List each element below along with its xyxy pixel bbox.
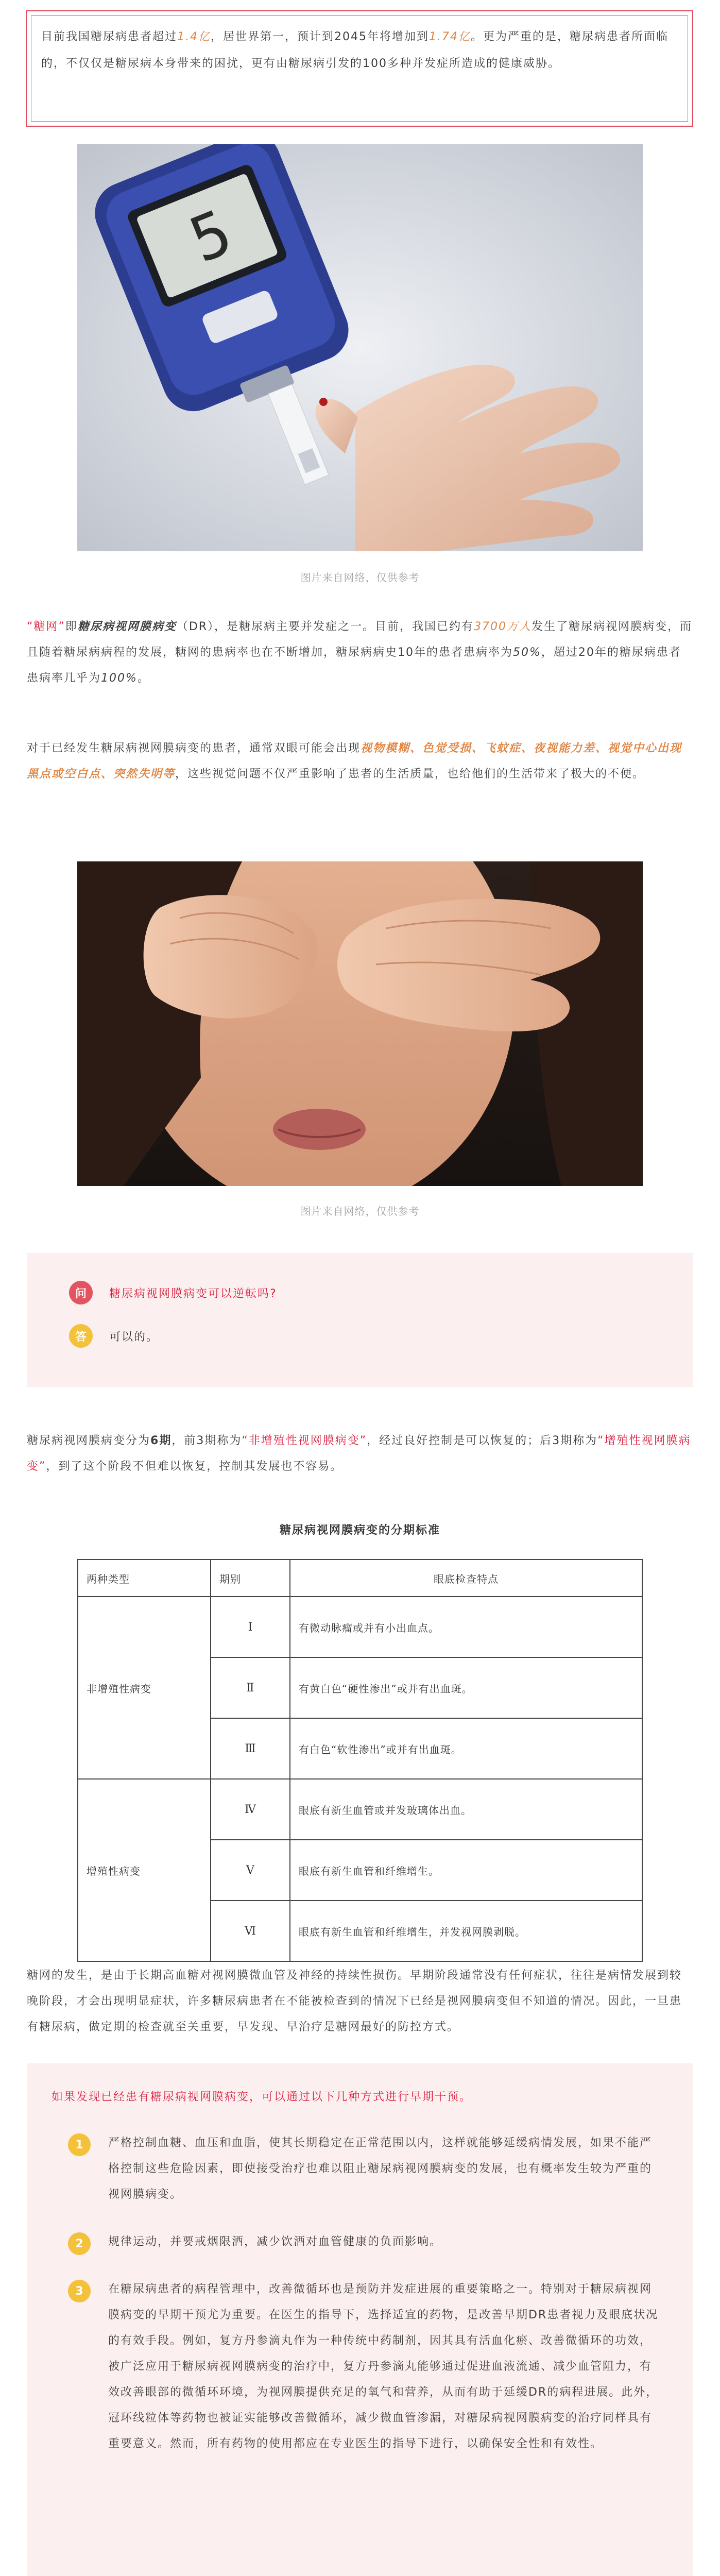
dr-intro-text-3: 发生了糖尿病视网膜病变，而且随着糖尿病病程的发展，糖网的患病率也在不断增加，糖尿病病史10年的患者患病率为 xyxy=(27,620,693,659)
advice-number-badge: 3 xyxy=(68,2280,91,2302)
table-cell-type: 增殖性病变 xyxy=(78,1779,211,1961)
answer-badge: 答 xyxy=(69,1324,93,1348)
intro-text-2: ，居世界第一，预计到2045年将增加到 xyxy=(211,30,430,43)
table-cell-stage: Ⅰ xyxy=(211,1597,290,1657)
table-cell-stage: Ⅱ xyxy=(211,1657,290,1718)
symptoms-paragraph xyxy=(27,736,693,787)
question-badge: 问 xyxy=(69,1281,93,1304)
advice-item xyxy=(68,2229,660,2255)
stages-text-4: ，到了这个阶段不但难以恢复，控制其发展也不容易。 xyxy=(46,1460,343,1473)
qa-box xyxy=(27,1253,693,1387)
advice-text: 严格控制血糖、血压和血脂，使其长期稳定在正常范围以内，这样就能够延缓病情发展，如果不能严格控制这些危险因素，即使接受治疗也难以阻止糖尿病视网膜病变的发展，也有概率发生较为严重的视网膜病变。 xyxy=(108,2137,653,2201)
qa-question-row xyxy=(69,1281,277,1304)
advice-number-badge: 2 xyxy=(68,2232,91,2255)
intro-paragraph xyxy=(41,24,680,77)
glucose-meter-image xyxy=(77,144,643,551)
advice-item xyxy=(68,2130,660,2208)
image-caption-1: 图片来自网络，仅供参考 xyxy=(300,571,420,584)
proliferative-term: “增殖性视网膜病变” xyxy=(27,1434,691,1473)
table-cell-stage: Ⅲ xyxy=(211,1718,290,1779)
table-row xyxy=(78,1597,642,1657)
symptoms-text-1: 对于已经发生糖尿病视网膜病变的患者，通常双眼可能会出现 xyxy=(27,742,361,755)
dr-rate-10-years: 50% xyxy=(513,646,541,659)
onset-paragraph: 糖网的发生，是由于长期高血糖对视网膜微血管及神经的持续性损伤。早期阶段通常没有任何症状，往往是病情发展到较晚阶段，才会出现明显症状，许多糖尿病患者在不能被检查到的情况下已经是视网膜病变但不知道的情况。因此，一旦患有糖尿病，做定期的检查就至关重要，早发现、早治疗是糖网最好的防控方式。 xyxy=(27,1969,682,2033)
stages-paragraph xyxy=(27,1428,693,1480)
intro-box xyxy=(26,10,693,127)
image-caption-2: 图片来自网络，仅供参考 xyxy=(300,1205,420,1217)
non-proliferative-term: “非增殖性视网膜病变” xyxy=(242,1434,367,1447)
table-row xyxy=(78,1779,642,1840)
table-cell-feature: 眼底有新生血管和纤维增生。 xyxy=(290,1840,642,1901)
dr-intro-text-2: （DR），是糖尿病主要并发症之一。目前，我国已约有 xyxy=(176,620,474,633)
table-cell-feature: 有黄白色“硬性渗出”或并有出血斑。 xyxy=(290,1657,642,1718)
qa-answer-text: 可以的。 xyxy=(109,1330,159,1344)
dr-intro-text-5: 。 xyxy=(137,672,150,685)
svg-text:5: 5 xyxy=(180,196,242,277)
stages-text-1: 糖尿病视网膜病变分为 xyxy=(27,1434,151,1447)
symptoms-highlight: 视物模糊、色觉受损、飞蚊症、夜视能力差、视觉中心出现黑点或空白点、突然失明等 xyxy=(27,742,682,781)
stages-table xyxy=(77,1559,643,1962)
symptoms-text-2: ，这些视觉问题不仅严重影响了患者的生活质量，也给他们的生活带来了极大的不便。 xyxy=(175,768,645,781)
qa-question-text: 糖尿病视网膜病变可以逆転吗? xyxy=(109,1287,277,1300)
stages-text-2: ，前3期称为 xyxy=(172,1434,242,1447)
table-cell-stage: Ⅳ xyxy=(211,1779,290,1840)
advice-box xyxy=(27,2063,693,2576)
dr-intro-text-1: 即 xyxy=(65,620,78,633)
table-cell-stage: Ⅴ xyxy=(211,1840,290,1901)
dr-term-quote: “糖网” xyxy=(27,620,65,633)
dr-intro-text-4: ，超过20年的糖尿病患者患病率几乎为 xyxy=(27,646,681,685)
intro-text-3: 。更为严重的是，糖尿病患者所面临的，不仅仅是糖尿病本身带来的困扰，更有由糖尿病引发的100多种并发症所造成的健康威胁。 xyxy=(41,30,669,70)
intro-number-patients: 1.4亿 xyxy=(177,30,211,43)
table-cell-feature: 眼底有新生血管或并发玻璃体出血。 xyxy=(290,1779,642,1840)
intro-text-1: 目前我国糖尿病患者超过 xyxy=(41,30,178,43)
table-header-type: 两种类型 xyxy=(78,1560,211,1597)
table-cell-feature: 有微动脉瘤或并有小出血点。 xyxy=(290,1597,642,1657)
table-header-feature: 眼底检查特点 xyxy=(290,1560,642,1597)
dr-intro-paragraph xyxy=(27,614,693,691)
table-cell-feature: 有白色“软性渗出”或并有出血斑。 xyxy=(290,1718,642,1779)
dr-patient-count: 3700万人 xyxy=(474,620,532,633)
table-title: 糖尿病视网膜病变的分期标准 xyxy=(279,1524,440,1537)
stages-text-3: ，经过良好控制是可以恢复的；后3期称为 xyxy=(367,1434,598,1447)
advice-number-badge: 1 xyxy=(68,2133,91,2156)
table-header-row xyxy=(78,1560,642,1597)
advice-item xyxy=(68,2277,660,2457)
intro-number-projection: 1.74亿 xyxy=(429,30,471,43)
advice-text: 在糖尿病患者的病程管理中，改善微循环也是预防并发症进展的重要策略之一。特别对于糖尿病视网膜病变的早期干预尤为重要。在医生的指导下，选择适宜的药物，是改善早期DR患者视力及眼底状况的有效手段。例如，复方丹参滴丸作为一种传统中药制剂，因其具有活血化瘀、改善微循环的功效，被广泛应用于糖尿病视网膜病变的治疗中，复方丹参滴丸能够通过促进血液流通、减少血管阻力，有效改善眼部的微循环环境，为视网膜提供充足的氧气和营养，从而有助于延缓DR的病程进展。此外，冠环线粒体等药物也被证实能够改善微循环，减少微血管渗漏，对糖尿病视网膜病变的治疗同样具有重要意义。然而，所有药物的使用都应在专业医生的指导下进行，以确保安全性和有效性。 xyxy=(108,2283,659,2450)
eyes-covered-image xyxy=(77,861,643,1186)
advice-heading: 如果发现已经患有糖尿病视网膜病变，可以通过以下几种方式进行早期干预。 xyxy=(52,2091,472,2104)
table-cell-type: 非增殖性病变 xyxy=(78,1597,211,1779)
table-cell-stage: Ⅵ xyxy=(211,1901,290,1961)
stages-count: 6期 xyxy=(150,1434,172,1447)
table-header-stage: 期别 xyxy=(211,1560,290,1597)
dr-term-full: 糖尿病视网膜病变 xyxy=(77,620,177,633)
table-cell-feature: 眼底有新生血管和纤维增生，并发视网膜剥脱。 xyxy=(290,1901,642,1961)
advice-text: 规律运动，并要戒烟限酒，减少饮酒对血管健康的负面影响。 xyxy=(108,2235,442,2248)
qa-answer-row xyxy=(69,1324,159,1348)
dr-rate-20-years: 100% xyxy=(101,672,138,685)
